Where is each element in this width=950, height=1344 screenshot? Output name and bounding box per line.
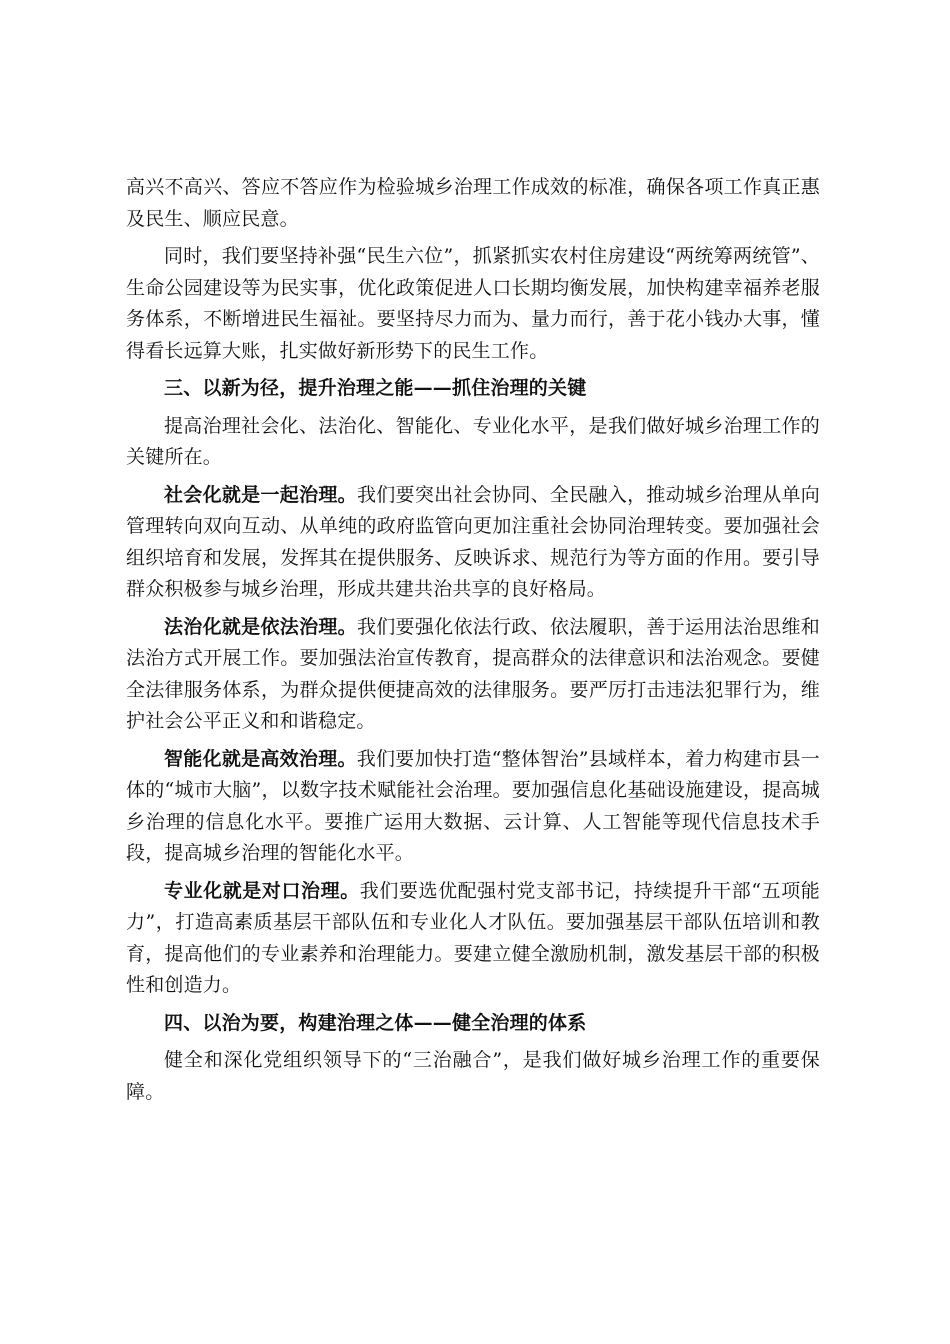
- document-page: [126, 172, 820, 1114]
- lead-socialization: 社会化就是一起治理。: [164, 483, 357, 506]
- paragraph-livelihood: 同时，我们要坚持补强“民生六位”，抓紧抓实农村住房建设“两统筹两统管”、生命公园建设等为民实事，优化政策促进人口长期均衡发展，加快构建幸福养老服务体系，不断增进民生福祉。要坚持尽力而为、量力而行，善于花小钱办大事，懂得看长远算大账，扎实做好新形势下的民生工作。: [126, 245, 820, 362]
- lead-specialization: 专业化就是对口治理。: [164, 879, 360, 902]
- paragraph-rule-of-law: [126, 612, 820, 738]
- section-heading-four: 四、以治为要，构建治理之体——健全治理的体系: [164, 1011, 587, 1034]
- body-specialization: 我们要选优配强村党支部书记，持续提升干部“五项能力”，打造高素质基层干部队伍和专业化人才队伍。要加强基层干部队伍培训和教育，提高他们的专业素养和治理能力。要建立健全激励机制，激发基层干部的积极性和创造力。: [126, 879, 820, 996]
- body-intelligence: 我们要加快打造“整体智治”县域样本，着力构建市县一体的“城市大脑”，以数字技术赋能社会治理。要加强信息化基础设施建设，提高城乡治理的信息化水平。要推广运用大数据、云计算、人工智能等现代信息技术手段，提高城乡治理的智能化水平。: [126, 747, 820, 864]
- lead-rule-of-law: 法治化就是依法治理。: [164, 615, 357, 638]
- paragraph-socialization: [126, 480, 820, 606]
- section-heading-three: 三、以新为径，提升治理之能——抓住治理的关键: [164, 377, 587, 399]
- paragraph-intelligence: [126, 744, 820, 870]
- paragraph-key-intro: 提高治理社会化、法治化、智能化、专业化水平，是我们做好城乡治理工作的关键所在。: [126, 414, 820, 468]
- body-rule-of-law: 我们要强化依法行政、依法履职，善于运用法治思维和法治方式开展工作。要加强法治宣传教育，提高群众的法律意识和法治观念。要健全法律服务体系，为群众提供便捷高效的法律服务。要严厉打击违法犯罪行为，维护社会公平正义和和谐稳定。: [126, 615, 820, 732]
- paragraph-three-governance: 健全和深化党组织领导下的“三治融合”，是我们做好城乡治理工作的重要保障。: [126, 1049, 820, 1103]
- body-socialization: 我们要突出社会协同、全民融入，推动城乡治理从单向管理转向双向互动、从单纯的政府监管向更加注重社会协同治理转变。要加强社会组织培育和发展，发挥其在提供服务、反映诉求、规范行为等方面的作用。要引导群众积极参与城乡治理，形成共建共治共享的良好格局。: [126, 483, 820, 600]
- paragraph-specialization: [126, 876, 820, 1002]
- paragraph-continuation: 高兴不高兴、答应不答应作为检验城乡治理工作成效的标准，确保各项工作真正惠及民生、顺应民意。: [126, 176, 820, 230]
- lead-intelligence: 智能化就是高效治理。: [164, 747, 357, 770]
